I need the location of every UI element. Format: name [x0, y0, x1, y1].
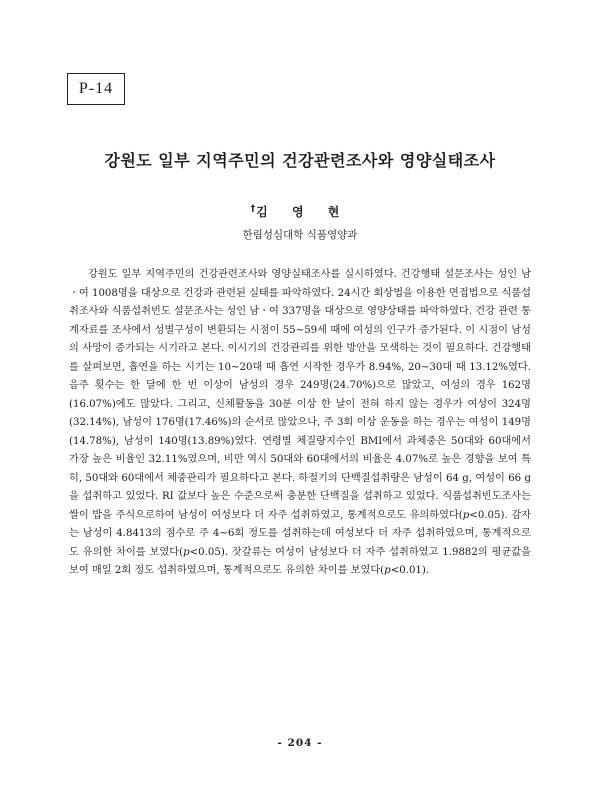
- author-affiliation: 한림성심대학 식품영양과: [242, 229, 358, 241]
- p-value-symbol: p: [384, 565, 391, 576]
- abstract-text-run: <0.05). 잣갈류는 여성이 남성보다 더 자주 섭취하였고 1.9882의 평균값을 보여 매일 2회 정도 섭취하였으며, 통계적으로도 유의한 차이를 보였다(: [69, 546, 531, 576]
- author-name: 김 영 현: [256, 205, 350, 219]
- abstract-text-run: 강원도 일부 지역주민의 건강관련조사와 영양실태조사를 실시하였다. 건강행태 설문조사는 성인 남ㆍ여 1008명을 대상으로 건강과 관련된 실태를 파악하였다. 24시간 회상법을 이용한 면접법으로 식품섭취조사와 식품섭취빈도 설문조사는 성인 남ㆍ여 337명을 대상으로 영양상태를 파악하였다. 건강 관련 통계자료를 조사에서 성별구성이 변환되는 시점이 55∼59세 때에 여성의 인구가 증가된다. 이 시점이 남성의 사망이 증가되는 시기라고 본다. 이시기의 건강관리를 위한 방안을 모색하는 것이 필요하다. 건강행태를 살펴보면, 흡연을 하는 시기는 10∼20대 때 흡연 시작한 경우가 8.94%, 20∼30대 때 13.12%였다. 음주 횟수는 한 달에 한 번 이상이 남성의 경우 249명(24.70%)으로 많았고, 여성의 경우 162명(16.07%)에도 많았다. 그리고, 신체활동을 30분 이상 한 날이 전혀 하지 않는 경우가 여성이 324명(32.14%), 남성이 176명(17.46%)의 순서로 많았으나, 주 3회 이상 운동을 하는 경우는 여성이 149명(14.78%), 남성이 140명(13.89%)였다. 연령별 체질량지수인 BMI에서 과체중은 50대와 60대에서 가장 높은 비율인 32.11%였으며, 비만 역시 50대와 60대에서의 비율은 4.07%로 높은 경향을 보여 특히, 50대와 60대에서 체중관리가 필요하다고 본다. 하절기의 단백질섭취량은 남성이 64 g, 여성이 66 g을 섭취하고 있었다. RI 값보다 높은 수준으로써 충분한 단백질을 섭취하고 있었다. 식품섭취빈도조사는 쌀이 밥을 주식으로하여 남성이 여성보다 더 자주 섭취하였고, 통계적으로도 유의하였다(: [69, 269, 531, 521]
- p-value-symbol: p: [183, 546, 190, 558]
- session-label-box: P-14: [67, 73, 125, 105]
- abstract-text-run: <0.05). 감자는 남성이 4.8413의 점수로 주 4∼6회 정도를 섭취하는데 여성보다 더 자주 섭취하였으며, 통계적으로도 유의한 차이를 보였다(: [69, 509, 531, 558]
- abstract-text-run: <0.01).: [390, 565, 430, 576]
- abstract-body: [69, 266, 531, 581]
- paper-title: 강원도 일부 지역주민의 건강관련조사와 영양실태조사: [104, 151, 496, 170]
- corresponding-author-mark: †: [250, 204, 256, 214]
- page-number: - 204 -: [277, 737, 323, 749]
- p-value-symbol: p: [462, 509, 470, 521]
- author-line: [0, 203, 600, 220]
